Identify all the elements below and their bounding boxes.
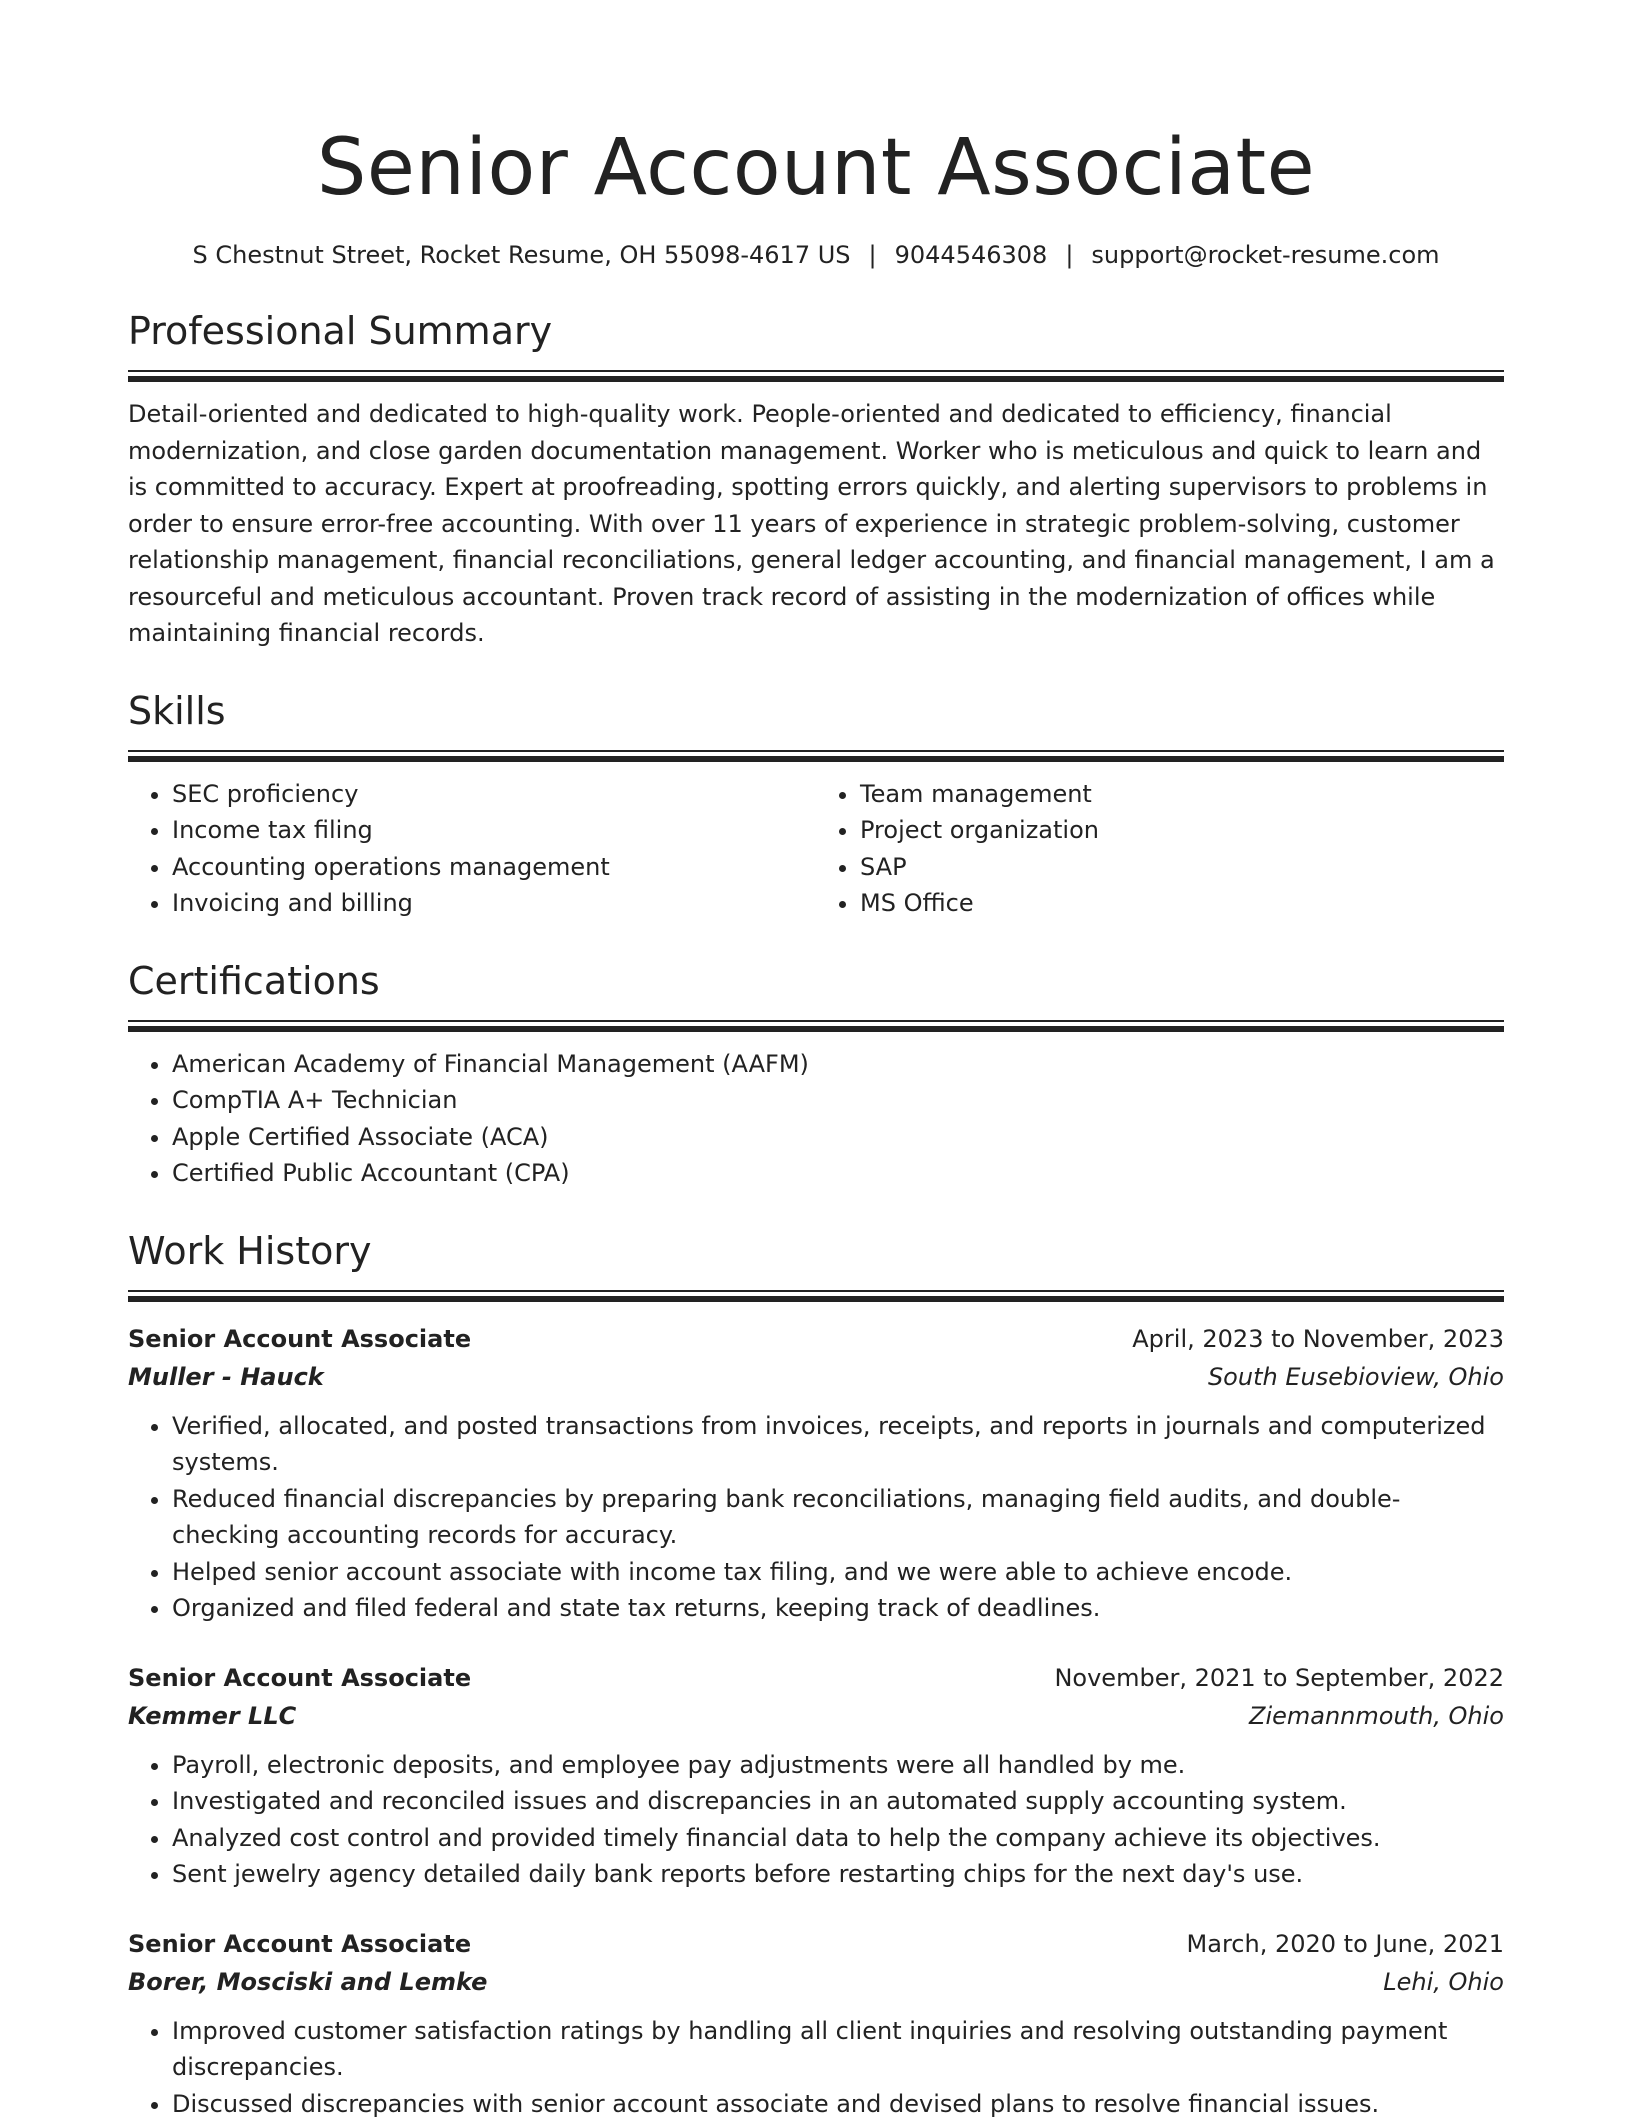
job-bullets [128, 1408, 1504, 1627]
work-history-title: Work History [128, 1228, 1504, 1274]
job-bullet: • Improved customer satisfaction ratings by handling all client inquiries and resolving outstanding payment discrepancies. [172, 2013, 1504, 2086]
summary-section [128, 308, 1504, 652]
job-bullet: • Organized and filed federal and state tax returns, keeping track of deadlines. [172, 1590, 1504, 1627]
certification-item: • American Academy of Financial Management (AAFM) [172, 1046, 1504, 1083]
certification-item: • Apple Certified Associate (ACA) [172, 1119, 1504, 1156]
skill-item: • Invoicing and billing [172, 885, 816, 922]
job-title: Senior Account Associate [128, 1925, 471, 1963]
job-bullets [128, 2013, 1504, 2122]
contact-address: S Chestnut Street, Rocket Resume, OH 55098-4617 US [192, 241, 850, 269]
job-header-row [128, 1925, 1504, 1963]
job-header-row [128, 1659, 1504, 1697]
summary-title: Professional Summary [128, 308, 1504, 354]
contact-phone[interactable]: 9044546308 [895, 241, 1048, 269]
contact-separator: | [851, 241, 895, 269]
job-sub-row [128, 1697, 1504, 1735]
skill-item: • Income tax filing [172, 812, 816, 849]
job-sub-row [128, 1358, 1504, 1396]
section-divider [128, 750, 1504, 762]
job-bullet: • Reduced financial discrepancies by preparing bank reconciliations, managing field audits, and double-checking accounting records for accuracy. [172, 1481, 1504, 1554]
skill-item: • SAP [860, 849, 1504, 886]
section-divider [128, 1290, 1504, 1302]
certifications-title: Certifications [128, 958, 1504, 1004]
job-dates: March, 2020 to June, 2021 [1187, 1925, 1504, 1963]
job-bullet: • Payroll, electronic deposits, and employee pay adjustments were all handled by me. [172, 1747, 1504, 1784]
job-title: Senior Account Associate [128, 1320, 471, 1358]
certification-item: • CompTIA A+ Technician [172, 1082, 1504, 1119]
resume-name: Senior Account Associate [128, 118, 1504, 218]
job-sub-row [128, 1963, 1504, 2001]
job-bullet: • Sent jewelry agency detailed daily bank reports before restarting chips for the next day's use. [172, 1856, 1504, 1893]
section-divider [128, 1020, 1504, 1032]
skills-list-left [128, 776, 816, 922]
job-entry [128, 1320, 1504, 1627]
job-company: Borer, Mosciski and Lemke [128, 1963, 487, 2001]
contact-line [128, 238, 1504, 272]
contact-separator: | [1047, 241, 1091, 269]
skill-item: • Accounting operations management [172, 849, 816, 886]
job-company: Muller - Hauck [128, 1358, 324, 1396]
contact-email[interactable]: support@rocket-resume.com [1091, 241, 1439, 269]
job-bullet: • Investigated and reconciled issues and discrepancies in an automated supply accounting system. [172, 1783, 1504, 1820]
skills-grid [128, 762, 1504, 922]
certification-item: • Certified Public Accountant (CPA) [172, 1155, 1504, 1192]
skills-section [128, 688, 1504, 922]
job-location: Ziemannmouth, Ohio [1249, 1697, 1504, 1735]
work-history-section [128, 1228, 1504, 2122]
job-bullet: • Verified, allocated, and posted transactions from invoices, receipts, and reports in journals and computerized systems. [172, 1408, 1504, 1481]
summary-text: Detail-oriented and dedicated to high-quality work. People-oriented and dedicated to efficiency, financial modernization, and close garden documentation management. Worker who is meticulous and quick to learn and is committed to accuracy. Expert at proofreading, spotting errors quickly, and alerting supervisors to problems in order to ensure error-free accounting. With over 11 years of experience in strategic problem-solving, customer relationship management, financial reconciliations, general ledger accounting, and financial management, I am a resourceful and meticulous accountant. Proven track record of assisting in the modernization of offices while maintaining financial records. [128, 396, 1504, 652]
job-location: Lehi, Ohio [1383, 1963, 1504, 2001]
skill-item: • SEC proficiency [172, 776, 816, 813]
job-company: Kemmer LLC [128, 1697, 296, 1735]
certifications-section [128, 958, 1504, 1192]
job-bullet: • Helped senior account associate with income tax filing, and we were able to achieve encode. [172, 1554, 1504, 1591]
job-title: Senior Account Associate [128, 1659, 471, 1697]
job-bullet: • Discussed discrepancies with senior account associate and devised plans to resolve financial issues. [172, 2086, 1504, 2122]
skills-list-right [816, 776, 1504, 922]
job-bullets [128, 1747, 1504, 1893]
job-entry [128, 1925, 1504, 2122]
skill-item: • Team management [860, 776, 1504, 813]
job-header-row [128, 1320, 1504, 1358]
section-divider [128, 370, 1504, 382]
skill-item: • MS Office [860, 885, 1504, 922]
job-location: South Eusebioview, Ohio [1208, 1358, 1504, 1396]
skills-title: Skills [128, 688, 1504, 734]
job-dates: April, 2023 to November, 2023 [1132, 1320, 1504, 1358]
job-dates: November, 2021 to September, 2022 [1054, 1659, 1504, 1697]
certifications-list [128, 1046, 1504, 1192]
job-entry [128, 1659, 1504, 1893]
job-bullet: • Analyzed cost control and provided timely financial data to help the company achieve its objectives. [172, 1820, 1504, 1857]
skill-item: • Project organization [860, 812, 1504, 849]
